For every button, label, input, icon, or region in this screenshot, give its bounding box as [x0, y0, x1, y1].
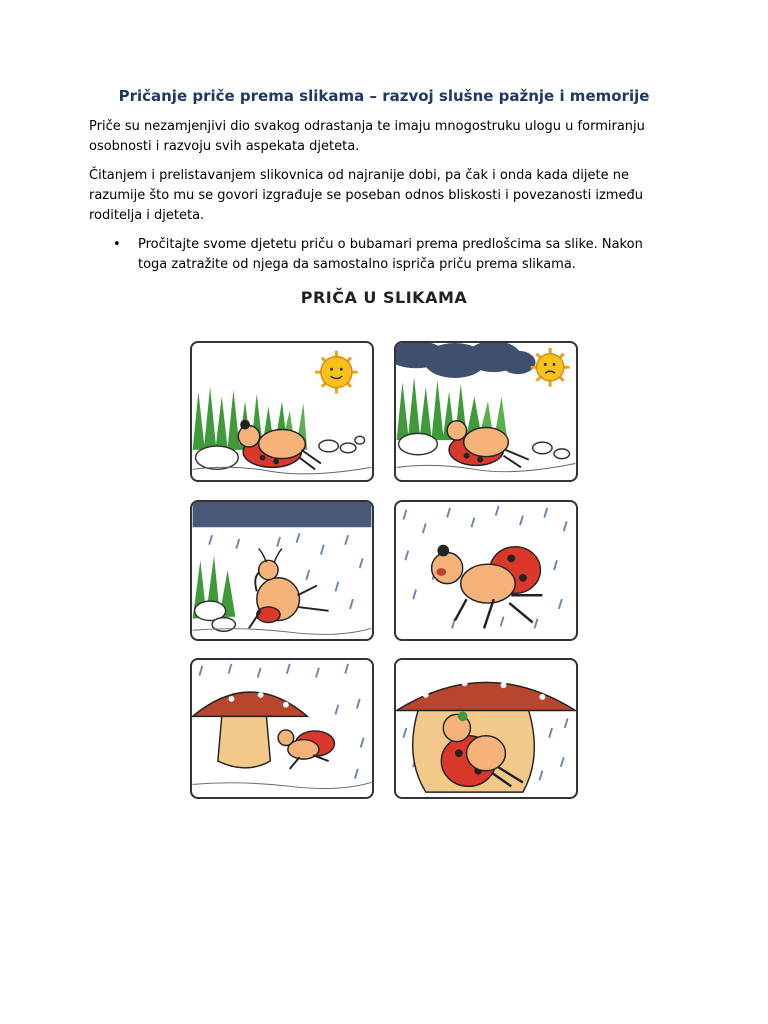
cloud-icon — [396, 343, 536, 378]
sun-icon — [315, 351, 358, 394]
story-panel-4 — [394, 500, 578, 641]
story-panel-5 — [190, 658, 374, 799]
cloud-approaching-illustration — [396, 343, 576, 480]
document-title: Pričanje priče prema slikama – razvoj slušne pažnje i memorije — [118, 87, 650, 105]
bullet-text: Pročitajte svome djetetu priču o bubamari prema predlošcima sa slike. Nakon toga zatražite od njega da samostalno ispriča priču prema slikama. — [138, 237, 643, 272]
bullet-dot: • — [113, 237, 121, 252]
sheltered-under-mushroom-illustration — [396, 660, 576, 797]
mushroom-icon — [193, 692, 308, 768]
story-panel-6 — [394, 658, 578, 799]
story-panel-3 — [190, 500, 374, 641]
storm-cloud — [193, 502, 372, 527]
reaching-mushroom-illustration — [192, 660, 372, 797]
story-panel-1 — [190, 341, 374, 482]
rain-starts-illustration — [192, 502, 372, 639]
story-panel-2 — [394, 341, 578, 482]
ladybug-icon — [278, 730, 334, 769]
running-in-rain-illustration — [396, 502, 576, 639]
sun-icon — [531, 348, 570, 387]
paragraph-2: Čitanjem i prelistavanjem slikovnica od najranije dobi, pa čak i onda kada dijete ne razumije što mu se govori izgrađuje se poseban odnos bliskosti i povezanosti između roditelja i djeteta. — [89, 168, 643, 223]
story-title: PRIČA U SLIKAMA — [300, 288, 468, 307]
ladybug-icon — [249, 549, 329, 629]
ladybug-icon — [447, 421, 529, 468]
sunny-ladybug-illustration — [192, 343, 372, 480]
paragraph-1: Priče su nezamjenjivi dio svakog odrastanja te imaju mnogostruku ulogu u formiranju osobnosti i razvoju svih aspekata djeteta. — [89, 119, 645, 154]
ladybug-icon — [432, 545, 543, 629]
